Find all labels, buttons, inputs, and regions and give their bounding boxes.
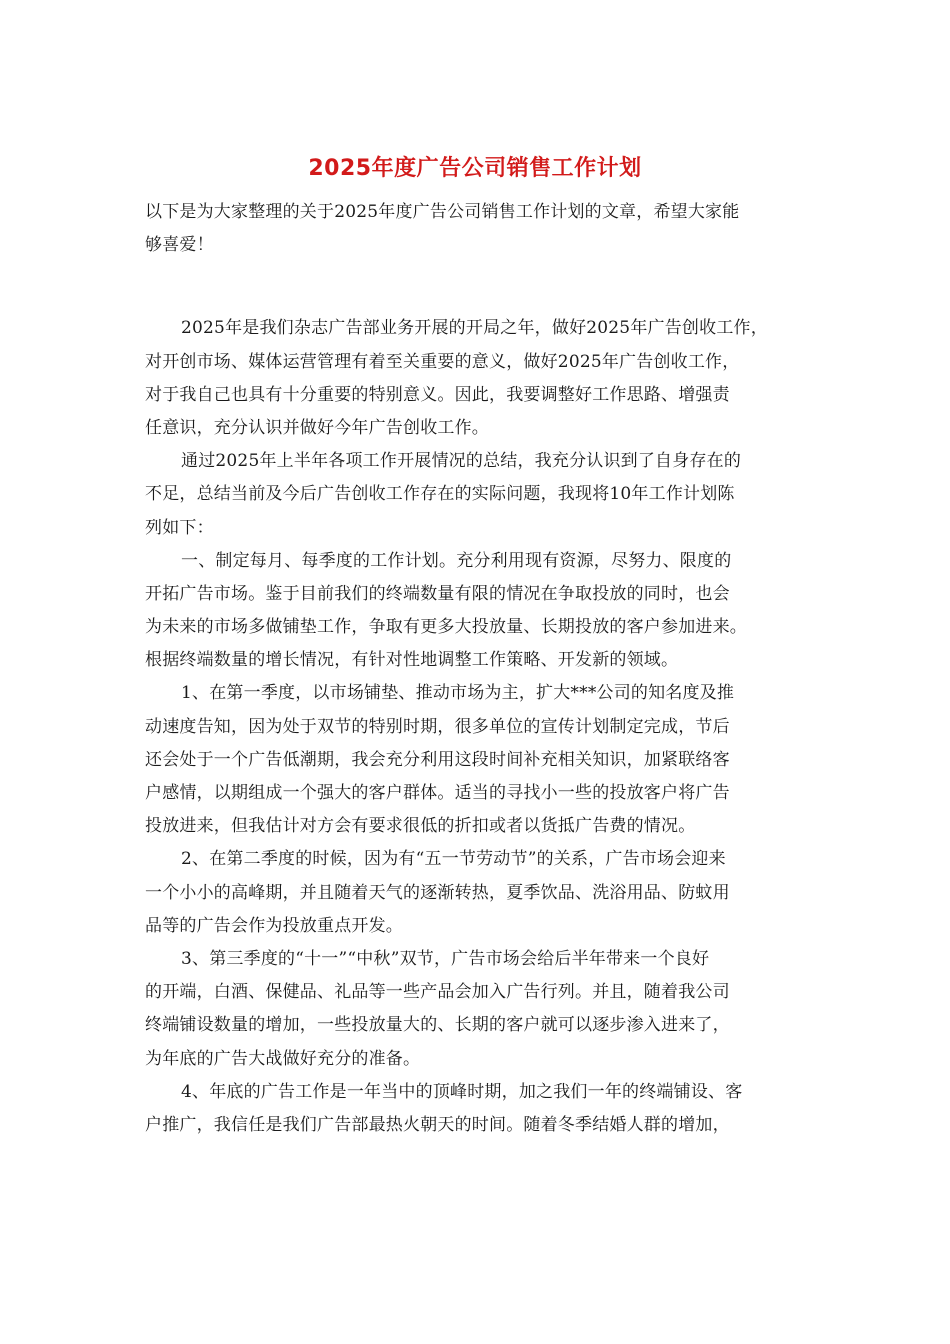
text-line: 一个小小的高峰期，并且随着天气的逐渐转热，夏季饮品、洗浴用品、防蚊用	[145, 882, 730, 903]
paragraph-6	[145, 943, 815, 1076]
paragraph-gap	[145, 262, 815, 312]
text-line: 1、在第一季度，以市场铺垫、推动市场为主，扩大***公司的知名度及推	[181, 683, 735, 704]
text-line: 根据终端数量的增长情况，有针对性地调整工作策略、开发新的领域。	[145, 650, 679, 671]
text-line: 对开创市场、媒体运营管理有着至关重要的意义，做好2025年广告创收工作，	[145, 351, 740, 372]
document-body	[145, 196, 815, 1142]
text-line: 2025年是我们杂志广告部业务开展的开局之年，做好2025年广告创收工作，	[181, 318, 768, 339]
text-line: 任意识，充分认识并做好今年广告创收工作。	[145, 417, 489, 438]
text-line: 开拓广告市场。鉴于目前我们的终端数量有限的情况在争取投放的同时，也会	[145, 583, 730, 604]
document-title: 2025年度广告公司销售工作计划	[308, 156, 642, 181]
paragraph-1	[145, 312, 815, 445]
text-line: 2、在第二季度的时候，因为有“五一节劳动节”的关系，广告市场会迎来	[181, 849, 726, 870]
text-line: 对于我自己也具有十分重要的特别意义。因此，我要调整好工作思路、增强责	[145, 384, 730, 405]
text-line: 4、年底的广告工作是一年当中的顶峰时期，加之我们一年的终端铺设、客	[181, 1081, 743, 1102]
text-line: 列如下：	[145, 517, 214, 538]
text-line: 3、第三季度的“十一”“中秋”双节，广告市场会给后半年带来一个良好	[181, 948, 710, 969]
text-line: 投放进来，但我估计对方会有要求很低的折扣或者以货抵广告费的情况。	[145, 816, 696, 837]
intro-paragraph	[145, 196, 815, 262]
text-line: 品等的广告会作为投放重点开发。	[145, 915, 403, 936]
text-line: 以下是为大家整理的关于2025年度广告公司销售工作计划的文章，希望大家能	[145, 202, 740, 222]
text-line: 够喜爱！	[145, 235, 214, 256]
text-line: 户感情，以期组成一个强大的客户群体。适当的寻找小一些的投放客户将广告	[145, 783, 730, 803]
text-line: 的开端，白酒、保健品、礼品等一些产品会加入广告行列。并且，随着我公司	[145, 982, 730, 1003]
text-line: 通过2025年上半年各项工作开展情况的总结，我充分认识到了自身存在的	[181, 451, 742, 472]
text-line: 还会处于一个广告低潮期，我会充分利用这段时间补充相关知识，加紧联络客	[145, 749, 730, 770]
text-line: 动速度告知，因为处于双节的特别时期，很多单位的宣传计划制定完成，节后	[145, 716, 730, 737]
paragraph-3	[145, 545, 815, 678]
text-line: 终端铺设数量的增加，一些投放量大的、长期的客户就可以逐步渗入进来了，	[145, 1015, 730, 1036]
paragraph-4	[145, 677, 815, 843]
text-line: 不足，总结当前及今后广告创收工作存在的实际问题，我现将10年工作计划陈	[145, 484, 735, 505]
paragraph-5	[145, 843, 815, 943]
text-line: 为年底的广告大战做好充分的准备。	[145, 1048, 421, 1069]
paragraph-7	[145, 1076, 815, 1142]
text-line: 户推广，我信任是我们广告部最热火朝天的时间。随着冬季结婚人群的增加，	[145, 1114, 730, 1135]
text-line: 一、制定每月、每季度的工作计划。充分利用现有资源，尽努力、限度的	[181, 550, 732, 571]
text-line: 为未来的市场多做铺垫工作，争取有更多大投放量、长期投放的客户参加进来。	[145, 617, 747, 638]
paragraph-2	[145, 445, 815, 545]
